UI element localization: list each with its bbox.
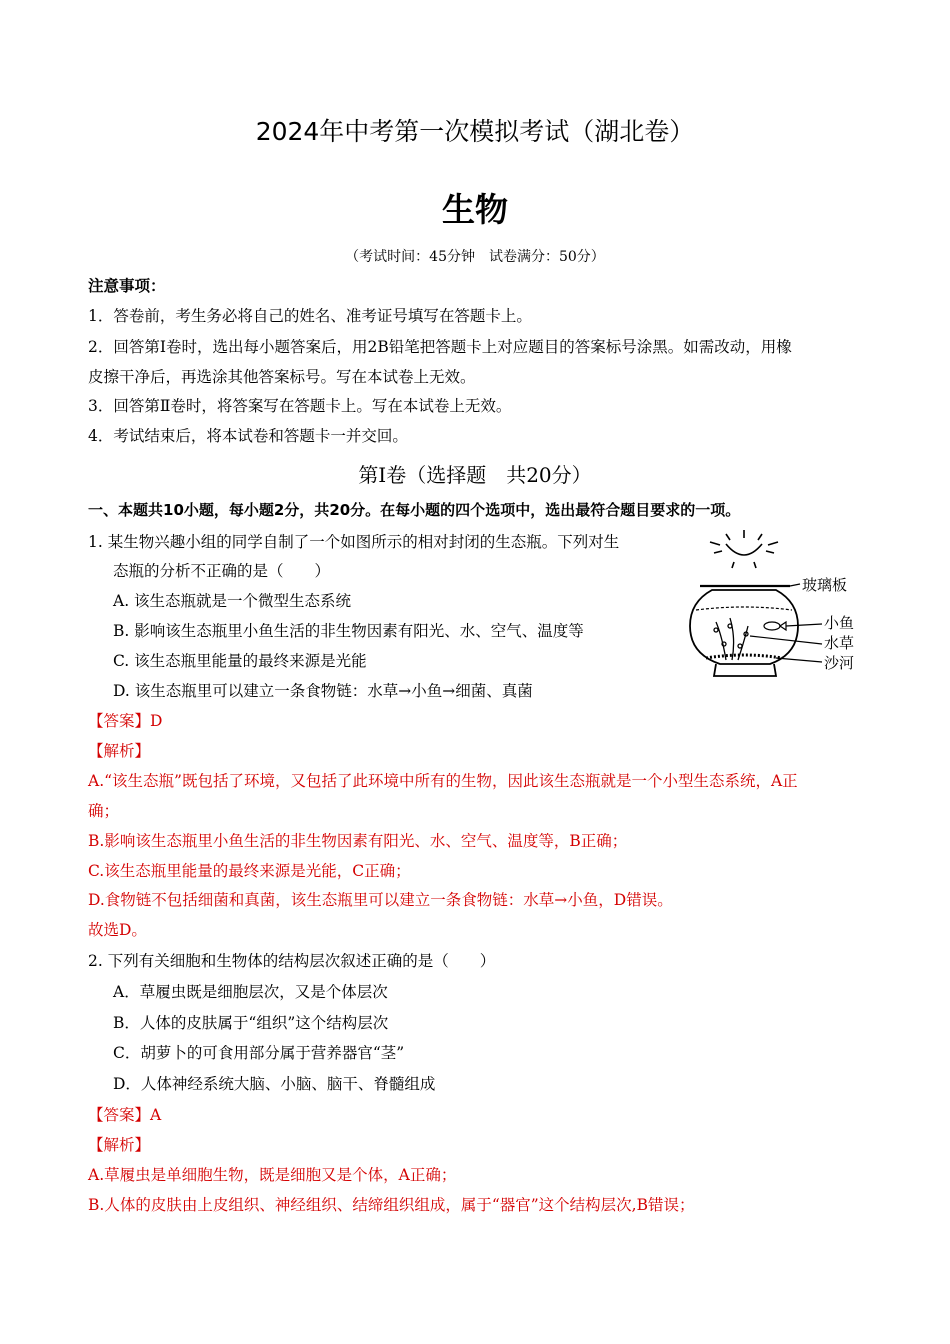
note-item: 4．考试结束后，将本试卷和答题卡一并交回。 xyxy=(88,427,408,445)
fish-icon xyxy=(764,622,786,630)
q2-option-a: A．草履虫既是细胞层次，又是个体层次 xyxy=(113,983,388,1001)
sand-layer xyxy=(706,655,782,658)
q1-analysis-line: D.食物链不包括细菌和真菌，该生态瓶里可以建立一条食物链：水草→小鱼，D错误。 xyxy=(88,891,673,909)
q2-option-c: C．胡萝卜的可食用部分属于营养器官“茎” xyxy=(113,1044,405,1062)
label-grass: 水草 xyxy=(824,634,855,652)
q1-stem-cont: 态瓶的分析不正确的是（ ） xyxy=(113,562,331,580)
q2-stem: 2. 下列有关细胞和生物体的结构层次叙述正确的是（ ） xyxy=(88,952,496,970)
q1-stem: 1. 某生物兴趣小组的同学自制了一个如图所示的相对封闭的生态瓶。下列对生 xyxy=(88,533,620,551)
label-glass: 玻璃板 xyxy=(802,576,848,594)
q1-option-c: C. 该生态瓶里能量的最终来源是光能 xyxy=(113,652,367,670)
bottle-base xyxy=(714,664,776,676)
q1-analysis-line: 确； xyxy=(88,802,120,820)
q1-analysis-line: A.“该生态瓶”既包括了环境，又包括了此环境中所有的生物，因此该生态瓶就是一个小型生态系统，A正 xyxy=(88,772,798,790)
q2-analysis-line: B.人体的皮肤由上皮组织、神经组织、结缔组织组成，属于“器官”这个结构层次,B错误； xyxy=(88,1196,695,1214)
q1-analysis-label: 【解析】 xyxy=(88,742,151,760)
q1-option-d: D. 该生态瓶里可以建立一条食物链：水草→小鱼→细菌、真菌 xyxy=(113,682,533,700)
q2-option-b: B．人体的皮肤属于“组织”这个结构层次 xyxy=(113,1014,389,1032)
subject-title: 生物 xyxy=(442,190,508,229)
q1-conclusion: 故选D。 xyxy=(88,921,147,939)
exam-info: （考试时间：45分钟 试卷满分：50分） xyxy=(345,249,605,265)
note-item: 1．答卷前，考生务必将自己的姓名、准考证号填写在答题卡上。 xyxy=(88,307,532,325)
sun-icon xyxy=(710,530,778,568)
q2-analysis-label: 【解析】 xyxy=(88,1136,151,1154)
note-item: 2．回答第Ⅰ卷时，选出每小题答案后，用2B铅笔把答题卡上对应题目的答案标号涂黑。如需改动，用橡 xyxy=(88,338,792,356)
q1-analysis-line: B.影响该生态瓶里小鱼生活的非生物因素有阳光、水、空气、温度等，B正确； xyxy=(88,832,628,850)
q1-option-b: B. 影响该生态瓶里小鱼生活的非生物因素有阳光、水、空气、温度等 xyxy=(113,622,584,640)
section-instruction: 一、本题共10小题，每小题2分，共20分。在每小题的四个选项中，选出最符合题目要求的一项。 xyxy=(88,501,741,519)
q2-analysis-line: A.草履虫是单细胞生物，既是细胞又是个体，A正确； xyxy=(88,1166,457,1184)
section-title: 第Ⅰ卷（选择题 共20分） xyxy=(358,463,592,487)
label-fish: 小鱼 xyxy=(824,614,855,632)
q1-option-a: A. 该生态瓶就是一个微型生态系统 xyxy=(113,592,352,610)
ecosystem-bottle-figure xyxy=(686,526,876,682)
note-item: 皮擦干净后，再选涂其他答案标号。写在本试卷上无效。 xyxy=(88,368,476,386)
q1-analysis-line: C.该生态瓶里能量的最终来源是光能，C正确； xyxy=(88,862,411,880)
note-item: 3．回答第Ⅱ卷时，将答案写在答题卡上。写在本试卷上无效。 xyxy=(88,397,512,415)
water-line xyxy=(696,607,792,610)
label-sand: 沙河 xyxy=(824,654,855,672)
q2-option-d: D．人体神经系统大脑、小脑、脑干、脊髓组成 xyxy=(113,1075,436,1093)
q2-answer: 【答案】A xyxy=(88,1106,162,1124)
exam-title: 2024年中考第一次模拟考试（湖北卷） xyxy=(255,117,695,146)
q1-answer: 【答案】D xyxy=(88,712,163,730)
notes-heading: 注意事项： xyxy=(88,277,166,295)
